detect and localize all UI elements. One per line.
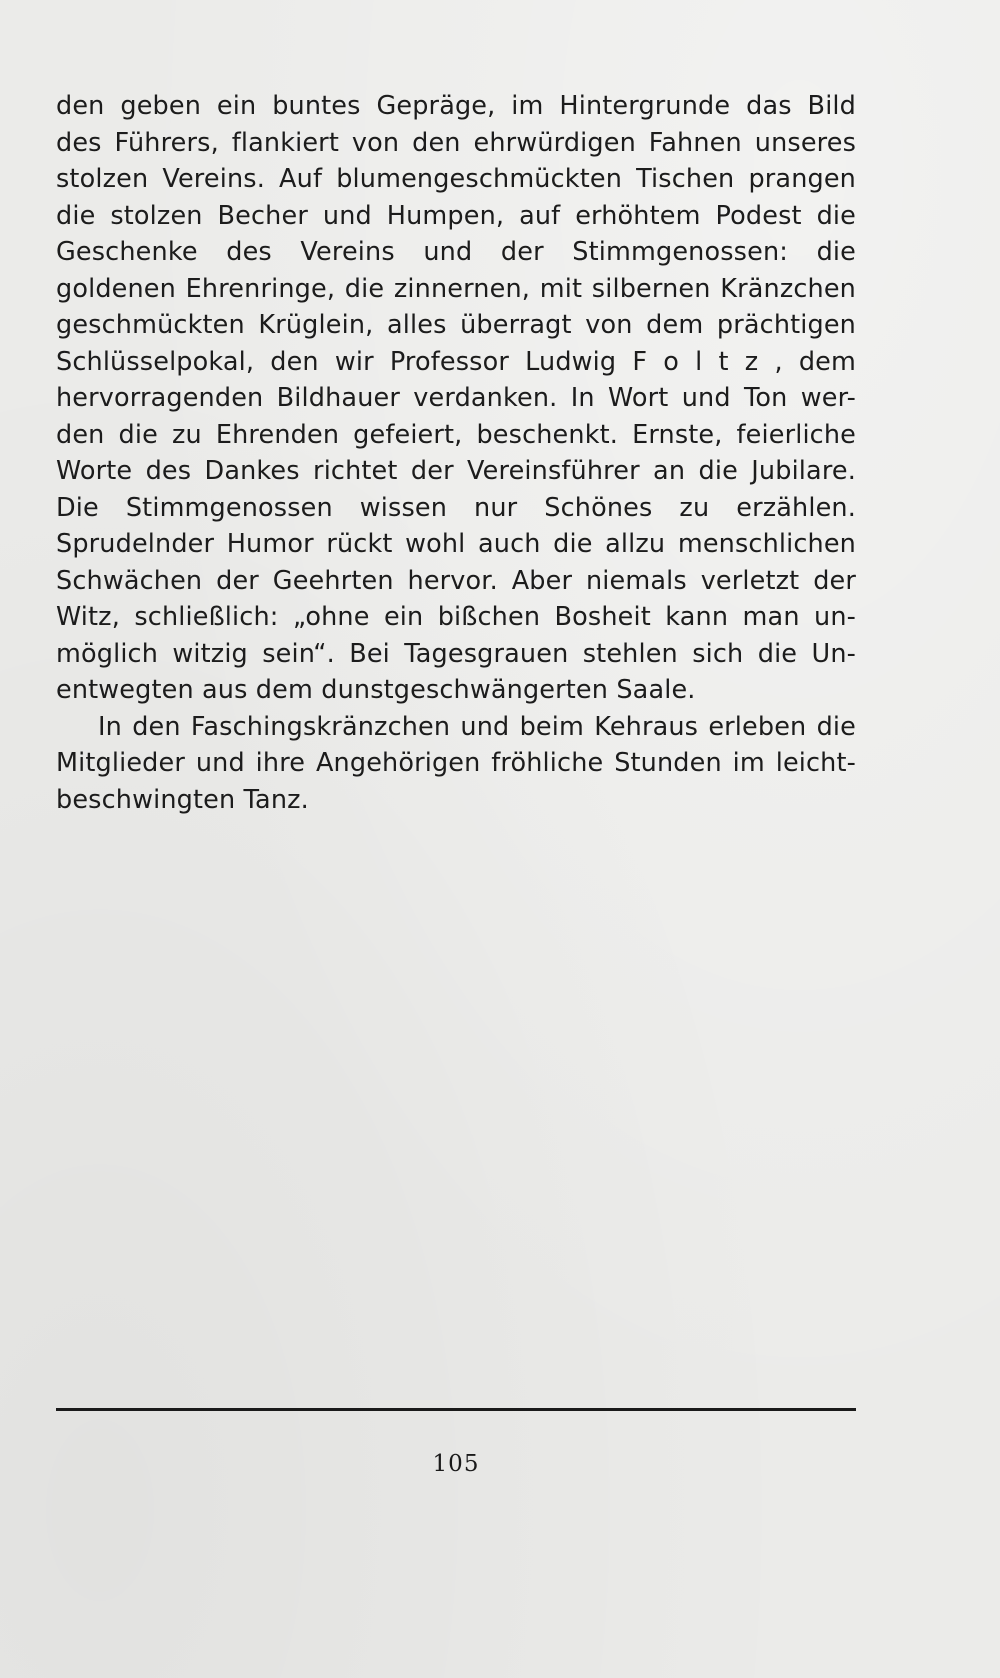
text-line: Mitglieder und ihre Angehörigen fröhliche Stunden im leicht- [56,748,856,778]
page-number: 105 [432,1451,480,1477]
text-line: hervorragenden Bildhauer verdanken. In Wort und Ton wer- [56,383,856,413]
text-line: Geschenke des Vereins und der Stimmgenossen: die [56,237,856,267]
text-line: die stolzen Becher und Humpen, auf erhöhtem Podest die [56,200,856,231]
body-text [56,88,856,818]
footer-rule [56,1408,856,1411]
text-line: geschmückten Krüglein, alles überragt von dem prächtigen [56,310,856,340]
text-line: entwegten aus dem dunstgeschwängerten Saale. [56,675,696,705]
text-line: Die Stimmgenossen wissen nur Schönes zu erzählen. [56,492,856,523]
text-line: möglich witzig sein“. Bei Tagesgrauen stehlen sich die Un- [56,638,856,669]
text-line: Schwächen der Geehrten hervor. Aber niemals verletzt der [56,565,856,596]
text-line: den die zu Ehrenden gefeiert, beschenkt. Ernste, feierliche [56,419,856,450]
text-line: Schlüsselpokal, den wir Professor Ludwig F o l t z , dem [56,346,856,377]
text-line: beschwingten Tanz. [56,784,309,815]
text-line: den geben ein buntes Gepräge, im Hintergrunde das Bild [56,91,856,121]
text-line: Worte des Dankes richtet der Vereinsführer an die Jubilare. [56,456,856,486]
text-line: Sprudelnder Humor rückt wohl auch die allzu menschlichen [56,529,856,559]
text-line: In den Faschingskränzchen und beim Kehraus erleben die [98,711,856,742]
text-line: des Führers, flankiert von den ehrwürdigen Fahnen unseres [56,127,856,158]
text-line: stolzen Vereins. Auf blumengeschmückten Tischen prangen [56,164,856,194]
text-line: goldenen Ehrenringe, die zinnernen, mit silbernen Kränzchen [56,273,856,304]
text-line: Witz, schließlich: „ohne ein bißchen Bosheit kann man un- [56,602,856,632]
